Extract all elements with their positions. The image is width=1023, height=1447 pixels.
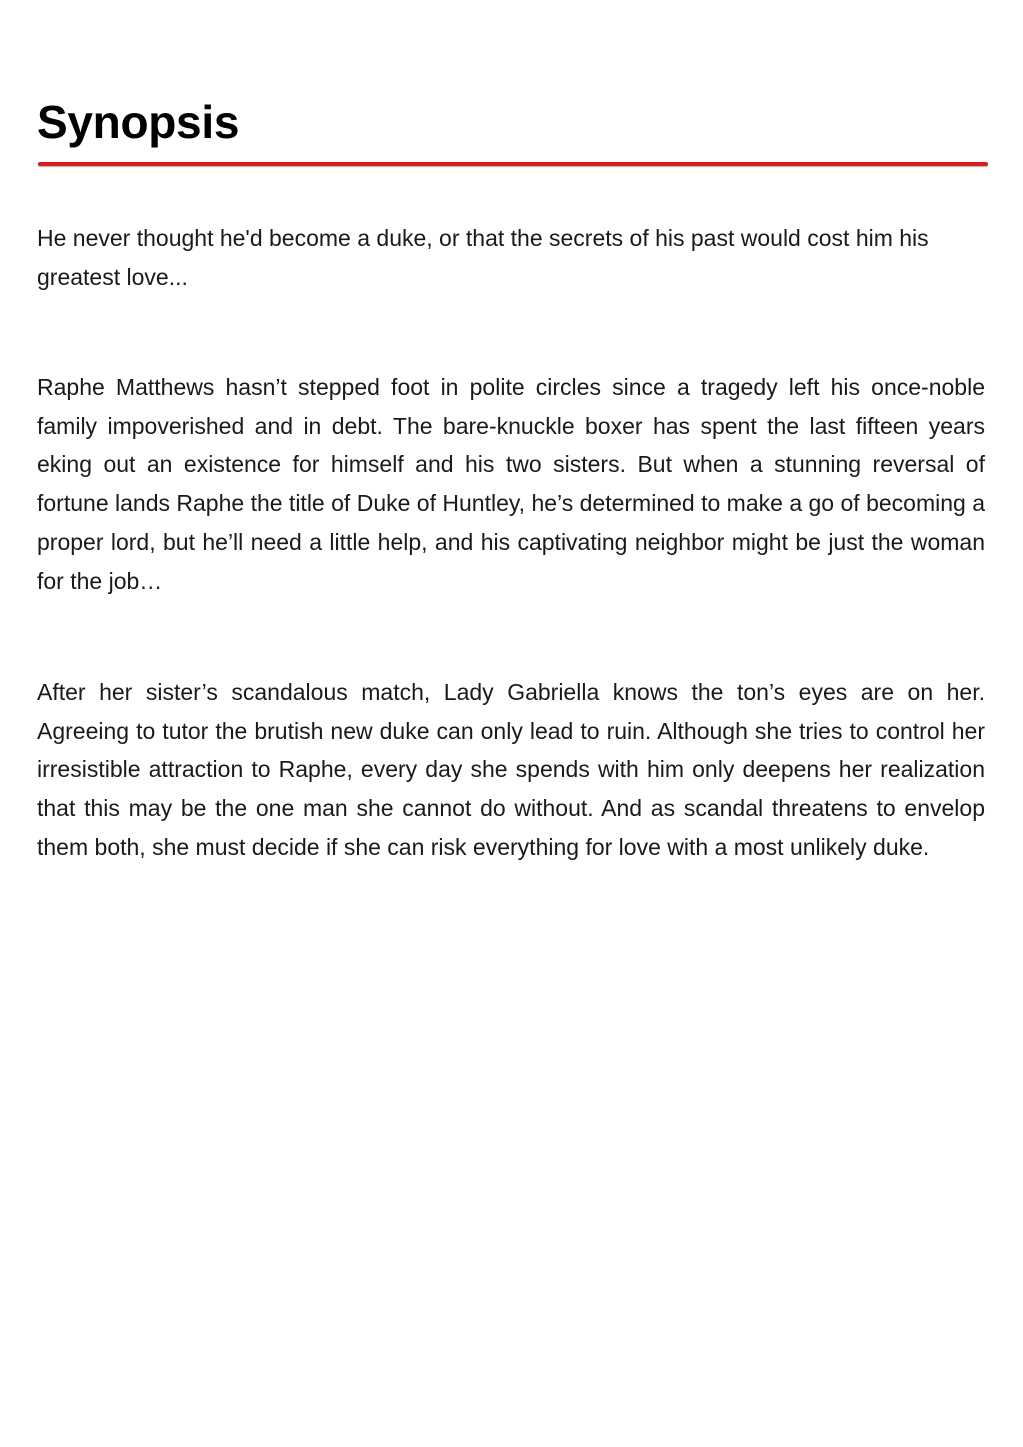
synopsis-paragraph-gabriella: After her sister’s scandalous match, Lady Gabriella knows the ton’s eyes are on her. Agreeing to tutor the brutish new duke can only lead to ruin. Although she tries to control her irresistible attraction to Raphe, every day she spends with him only deepens her realization that this may be the one man she cannot do without. And as scandal threatens to envelop them both, she must decide if she can risk everything for love with a most unlikely duke. xyxy=(37,679,985,860)
page-title: Synopsis xyxy=(37,96,240,148)
title-divider xyxy=(38,162,988,166)
synopsis-tagline: He never thought he'd become a duke, or that the secrets of his past would cost him his greatest love... xyxy=(37,225,929,290)
synopsis-paragraph-raphe: Raphe Matthews hasn’t stepped foot in polite circles since a tragedy left his once-noble family impoverished and in debt. The bare-knuckle boxer has spent the last fifteen years eking out an existence for himself and his two sisters. But when a stunning reversal of fortune lands Raphe the title of Duke of Huntley, he’s determined to make a go of becoming a proper lord, but he’ll need a little help, and his captivating neighbor might be just the woman for the job… xyxy=(37,374,985,594)
